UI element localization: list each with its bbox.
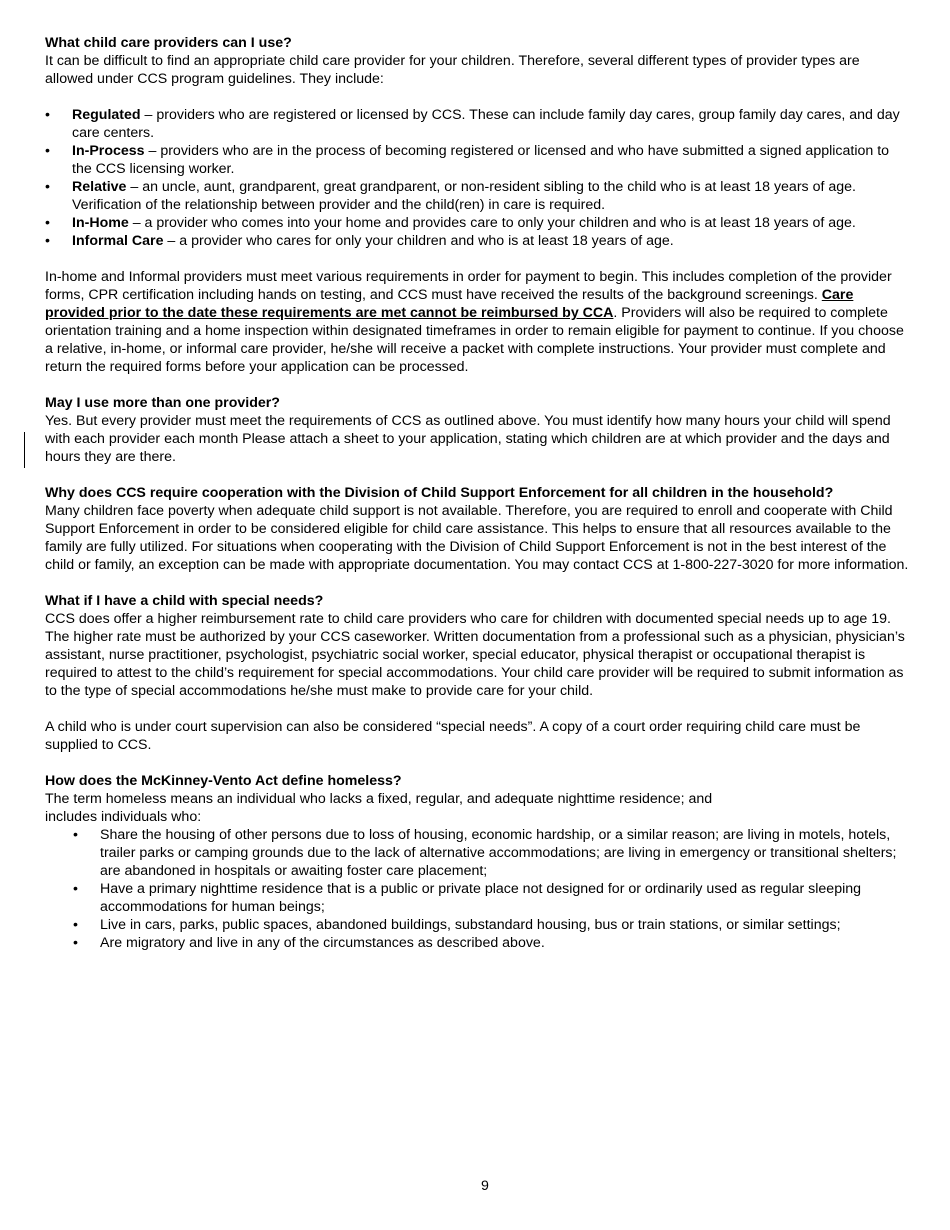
provider-type-description: – a provider who cares for only your children and who is at least 18 years of age. — [163, 233, 674, 249]
multiple-providers-text: Yes. But every provider must meet the requirements of CCS as outlined above. You must identify how many hours your child will spend with each provider each month Please attach a sheet to your application, stating which children are at which provider and the days and hours they are there. — [45, 413, 891, 465]
provider-types-list — [45, 106, 910, 250]
provider-type-term: In-Process — [72, 143, 145, 159]
list-item — [45, 178, 910, 214]
provider-type-description: – providers who are registered or licensed by CCS. These can include family day cares, group family day cares, and day care centers. — [72, 107, 900, 141]
list-item — [45, 142, 910, 178]
provider-type-term: Informal Care — [72, 233, 164, 249]
reimbursement-warning: Care provided prior to the date these requirements are met cannot be reimbursed by CCA — [45, 287, 854, 321]
special-needs-text: CCS does offer a higher reimbursement rate to child care providers who care for children with documented special needs up to age 19. The higher rate must be authorized by your CCS caseworker. Written documentation from a professional such as a physician, physician’s assistant, nurse practitioner, psychologist, psychiatric social worker, special educator, physical therapist or occupational therapist is required to attest to the child’s requirement for special accommodations. Your child care provider will be required to submit information as to the type of special accommodations he/she must make to provide care for your child. — [45, 611, 905, 699]
providers-intro: It can be difficult to find an appropriate child care provider for your children. Therefore, several different types of provider types are allowed under CCS program guidelines. They include: — [45, 53, 860, 87]
homeless-definition-line-1: The term homeless means an individual who lacks a fixed, regular, and adequate nighttime residence; and — [45, 791, 713, 807]
provider-type-term: Regulated — [72, 107, 141, 123]
provider-type-description: – a provider who comes into your home and provides care to only your children and who is at least 18 years of age. — [128, 215, 856, 231]
provider-type-term: In-Home — [72, 215, 129, 231]
provider-requirements-paragraph — [45, 268, 910, 376]
page-number: 9 — [481, 1178, 489, 1194]
list-item: • Have a primary nighttime residence that is a public or private place not designed for or ordinarily used as regular sleeping accommodations for human beings; — [45, 880, 910, 916]
list-item: • Are migratory and live in any of the circumstances as described above. — [45, 934, 910, 952]
requirements-text-start: In-home and Informal providers must meet various requirements in order for payment to begin. This includes completion of the provider forms, CPR certification including hands on testing, and CCS must have received the results of the background screenings. — [45, 269, 892, 303]
document-page — [45, 34, 910, 952]
revision-change-bar — [24, 432, 25, 468]
provider-type-description: – providers who are in the process of becoming registered or licensed and who have submitted a signed application to the CCS licensing worker. — [72, 143, 890, 177]
list-item: • Live in cars, parks, public spaces, abandoned buildings, substandard housing, bus or train stations, or similar settings; — [45, 916, 910, 934]
heading-special-needs: What if I have a child with special needs? — [45, 593, 324, 609]
list-item — [45, 214, 910, 232]
requirements-text-end: . Providers will also be required to complete orientation training and a home inspection within designated timeframes in order to remain eligible for payment to continue. If you choose a relative, in-home, or informal care provider, he/she will receive a packet with complete instructions. Your provider must complete and return the required forms before your application can be processed. — [45, 305, 904, 375]
heading-mckinney-vento: How does the McKinney-Vento Act define homeless? — [45, 773, 402, 789]
list-item: • Share the housing of other persons due to loss of housing, economic hardship, or a similar reason; are living in motels, hotels, trailer parks or camping grounds due to the lack of alternative accommodations; are living in emergency or transitional shelters; are abandoned in hospitals or awaiting foster care placement; — [45, 826, 910, 880]
court-supervision-text: A child who is under court supervision can also be considered “special needs”. A copy of a court order requiring child care must be supplied to CCS. — [45, 719, 861, 753]
provider-type-description: – an uncle, aunt, grandparent, great grandparent, or non-resident sibling to the child who is at least 18 years of age. Verification of the relationship between provider and the child(ren) in care is required. — [72, 179, 856, 213]
provider-type-term: Relative — [72, 179, 127, 195]
heading-child-support-enforcement: Why does CCS require cooperation with the Division of Child Support Enforcement for all children in the household? — [45, 485, 834, 501]
heading-multiple-providers: May I use more than one provider? — [45, 395, 280, 411]
child-support-text: Many children face poverty when adequate child support is not available. Therefore, you are required to enroll and cooperate with Child Support Enforcement in order to be considered eligible for child care assistance. This helps to ensure that all resources available to the family are fully utilized. For situations when cooperating with the Division of Child Support Enforcement is not in the best interest of the child or family, an exception can be made with appropriate documentation. You may contact CCS at 1-800-227-3020 for more information. — [45, 503, 909, 573]
heading-child-care-providers: What child care providers can I use? — [45, 35, 292, 51]
homeless-definition-line-2: includes individuals who: — [45, 809, 202, 825]
homeless-criteria-list — [45, 826, 910, 952]
list-item — [45, 106, 910, 142]
list-item — [45, 232, 910, 250]
